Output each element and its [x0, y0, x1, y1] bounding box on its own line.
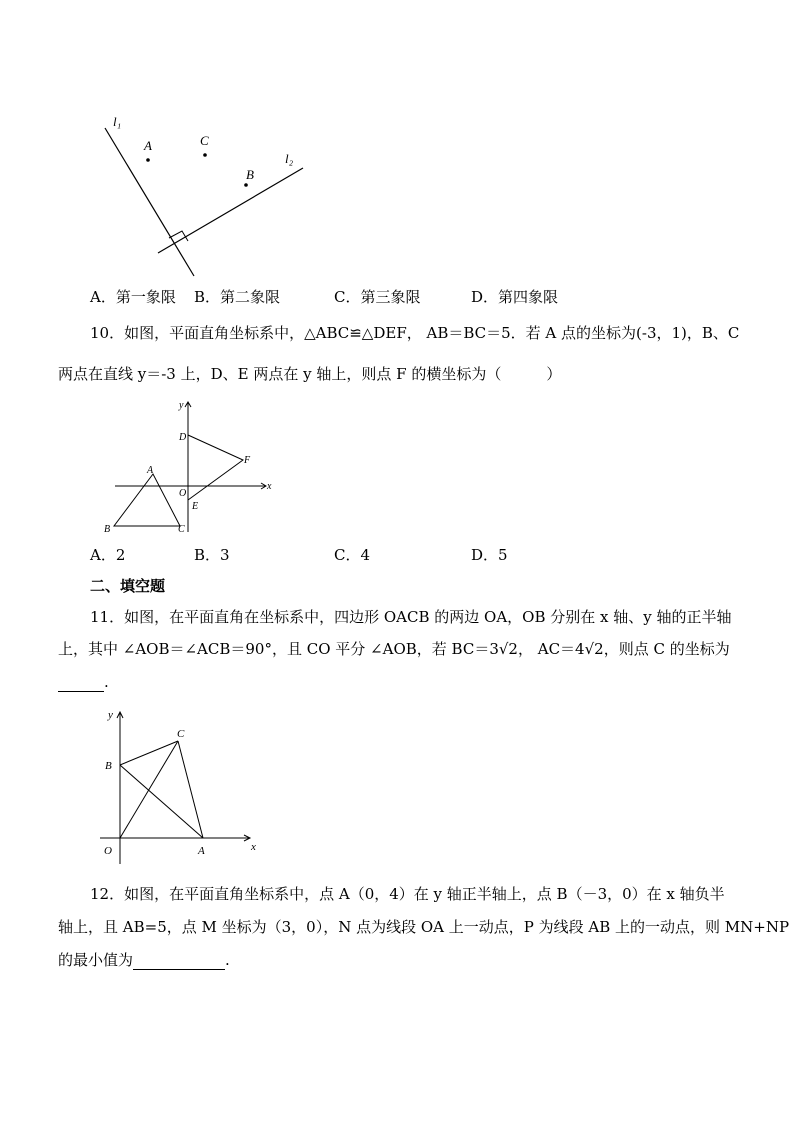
q9-option-d: D．第四象限: [471, 288, 559, 306]
figure-perpendicular-lines: [95, 108, 315, 283]
q12-line-2: 轴上，且 AB=5，点 M 坐标为（3，0），N 点为线段 OA 上一动点，P 为线段 AB 上的一动点，则 MN+NP: [58, 918, 790, 936]
label-b: B: [104, 524, 111, 535]
q12-line-3: [58, 950, 230, 970]
label-y: y: [179, 400, 184, 411]
point-b: [244, 183, 248, 187]
label-l2: l₂: [285, 151, 294, 166]
q9-option-c: C．第三象限: [334, 288, 421, 306]
q11-period: .: [104, 673, 109, 691]
q10-option-a: A．2: [90, 546, 126, 564]
label-e: E: [192, 501, 199, 512]
segment-bc: [120, 741, 178, 765]
q12-line-1: 12．如图，在平面直角坐标系中，点 A（0，4）在 y 轴正半轴上，点 B（－3，0）在 x 轴负半: [90, 885, 725, 903]
label-a: A: [144, 138, 152, 153]
q9-option-a: A．第一象限: [90, 288, 176, 306]
label-x: x: [251, 841, 256, 853]
label-l1: l₁: [113, 114, 122, 129]
q12-period: .: [225, 951, 230, 969]
point-a: [146, 158, 150, 162]
q10-option-d: D．5: [471, 546, 508, 564]
label-b: B: [246, 167, 254, 182]
segment-ba: [120, 765, 203, 838]
label-f: F: [244, 455, 251, 466]
label-c: C: [200, 133, 209, 148]
triangle-def: [188, 435, 243, 500]
q10-option-b: B．3: [194, 546, 230, 564]
q12-prompt: 的最小值为: [58, 951, 134, 969]
q10-option-c: C．4: [334, 546, 371, 564]
figure-q10-triangles: [100, 396, 280, 536]
label-a: A: [198, 845, 205, 857]
q10-line-1: 10．如图，平面直角坐标系中，△ABC≌△DEF， AB＝BC＝5．若 A 点的坐标为(-3，1)，B、C: [90, 324, 740, 342]
triangle-abc: [114, 474, 180, 526]
q11-line-3: [58, 672, 109, 692]
figure-q11-quadrilateral: [100, 704, 270, 864]
label-x: x: [267, 481, 272, 492]
label-a: A: [147, 465, 154, 476]
segment-ca: [178, 741, 203, 838]
section-heading-fill-in: 二、填空题: [90, 577, 166, 595]
q11-line-1: 11．如图，在平面直角在坐标系中，四边形 OACB 的两边 OA，OB 分别在 x 轴、y 轴的正半轴: [90, 608, 732, 626]
answer-blank[interactable]: [58, 675, 104, 692]
label-c: C: [178, 524, 185, 535]
label-y: y: [108, 709, 113, 721]
line-l2: [158, 168, 303, 253]
answer-blank[interactable]: [133, 953, 225, 970]
q9-option-b: B．第二象限: [194, 288, 281, 306]
q10-line-2: 两点在直线 y＝-3 上，D、E 两点在 y 轴上，则点 F 的横坐标为（ ）: [58, 365, 562, 383]
label-d: D: [179, 432, 187, 443]
label-o: O: [179, 488, 187, 499]
label-c: C: [177, 728, 185, 740]
point-c: [203, 153, 207, 157]
label-o: O: [104, 845, 112, 857]
label-b: B: [105, 760, 112, 772]
q11-line-2: 上，其中 ∠AOB＝∠ACB＝90°，且 CO 平分 ∠AOB，若 BC＝3√2， AC＝4√2，则点 C 的坐标为: [58, 640, 730, 658]
segment-oc: [120, 741, 178, 838]
